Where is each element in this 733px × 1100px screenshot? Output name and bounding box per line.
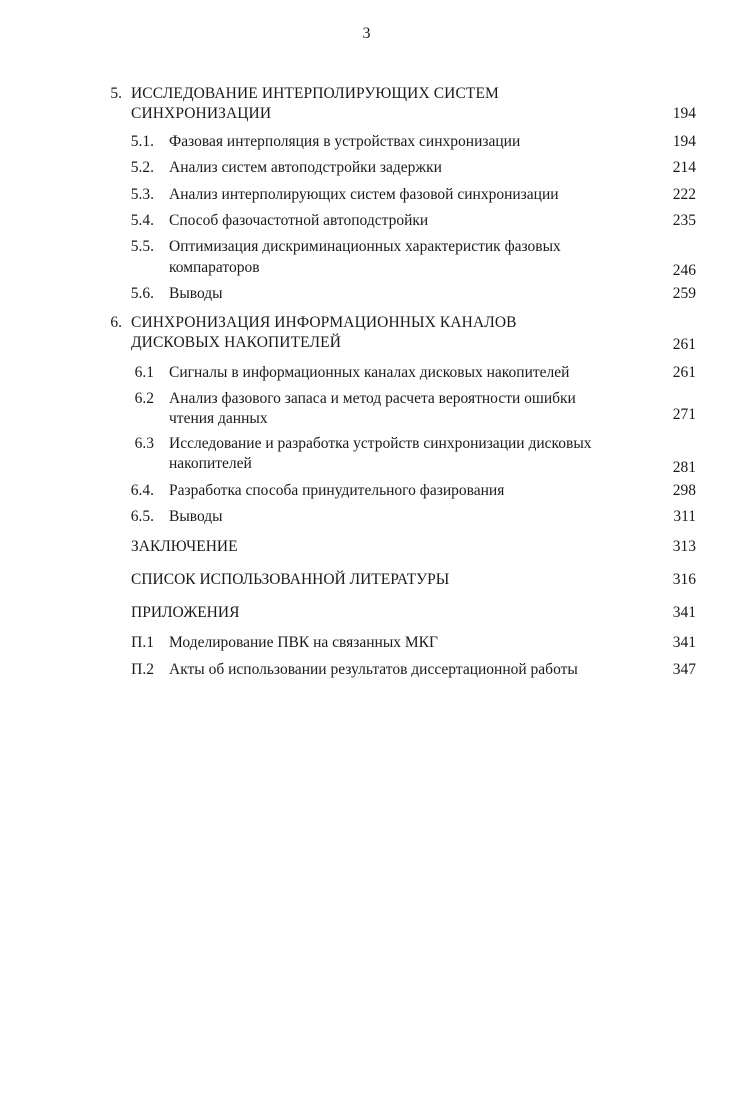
page-ref: 313 (672, 538, 696, 555)
toc-chapter-5 (0, 84, 733, 124)
page-ref: 298 (672, 482, 696, 499)
page-ref: 281 (672, 459, 696, 476)
toc-chapter-6 (0, 313, 733, 353)
section-number: 6.4. (130, 482, 154, 499)
appendix-number: П.2 (131, 661, 154, 678)
page-ref: 214 (672, 159, 696, 176)
section-title-line: компараторов (169, 259, 260, 276)
chapter-title-line: СИНХРОНИЗАЦИЯ ИНФОРМАЦИОННЫХ КАНАЛОВ (131, 314, 517, 331)
page-ref: 341 (672, 634, 696, 651)
appendix-number: П.1 (131, 634, 154, 651)
page-ref: 341 (672, 604, 696, 621)
page-number: 3 (362, 25, 371, 42)
section-title: Выводы (169, 508, 223, 525)
section-number: 5.4. (130, 212, 154, 229)
page-ref: 261 (672, 336, 696, 353)
section-title-line: чтения данных (169, 410, 268, 427)
page-ref: 246 (672, 262, 696, 279)
page-ref: 261 (672, 364, 696, 381)
page-ref: 235 (672, 212, 696, 229)
section-number: 5.3. (130, 186, 154, 203)
section-number: 5.1. (130, 133, 154, 150)
page-ref: 311 (673, 508, 696, 525)
appendix-title: Моделирование ПВК на связанных МКГ (169, 634, 438, 651)
chapter-title-line: ИССЛЕДОВАНИЕ ИНТЕРПОЛИРУЮЩИХ СИСТЕМ (131, 85, 499, 102)
chapter-title-line: СИНХРОНИЗАЦИИ (131, 105, 272, 122)
page-ref: 271 (672, 406, 696, 423)
section-number: 6.2 (134, 390, 154, 407)
section-title-line: Анализ фазового запаса и метод расчета вероятности ошибки (169, 390, 576, 407)
page-ref: 316 (672, 571, 696, 588)
chapter-number: 5. (110, 85, 122, 102)
section-number: 5.2. (130, 159, 154, 176)
section-title: Разработка способа принудительного фазирования (169, 482, 505, 499)
section-title-line: Исследование и разработка устройств синхронизации дисковых (169, 435, 592, 452)
page-ref: 259 (672, 285, 696, 302)
section-title: Анализ систем автоподстройки задержки (169, 159, 442, 176)
section-number: 5.5. (130, 238, 154, 255)
section-title-line: Оптимизация дискриминационных характеристик фазовых (169, 238, 561, 255)
chapter-title-line: ДИСКОВЫХ НАКОПИТЕЛЕЙ (131, 334, 342, 351)
section-number: 6.3 (134, 435, 154, 452)
section-number: 5.6. (130, 285, 154, 302)
page-ref: 194 (672, 133, 696, 150)
page-ref: 222 (672, 186, 696, 203)
chapter-number: 6. (110, 314, 122, 331)
section-title: Способ фазочастотной автоподстройки (169, 212, 429, 229)
appendix-title: Акты об использовании результатов диссертационной работы (169, 661, 578, 678)
section-title: Сигналы в информационных каналах дисковых накопителей (169, 364, 570, 381)
references-title: СПИСОК ИСПОЛЬЗОВАННОЙ ЛИТЕРАТУРЫ (131, 571, 450, 588)
conclusion-title: ЗАКЛЮЧЕНИЕ (131, 538, 238, 555)
page-ref: 347 (672, 661, 696, 678)
section-title: Выводы (169, 285, 223, 302)
section-title: Анализ интерполирующих систем фазовой синхронизации (169, 186, 559, 203)
section-number: 6.5. (130, 508, 154, 525)
section-number: 6.1 (134, 364, 154, 381)
section-title: Фазовая интерполяция в устройствах синхронизации (169, 133, 521, 150)
appendices-title: ПРИЛОЖЕНИЯ (131, 604, 240, 621)
section-title-line: накопителей (169, 455, 252, 472)
page-ref: 194 (672, 105, 696, 122)
